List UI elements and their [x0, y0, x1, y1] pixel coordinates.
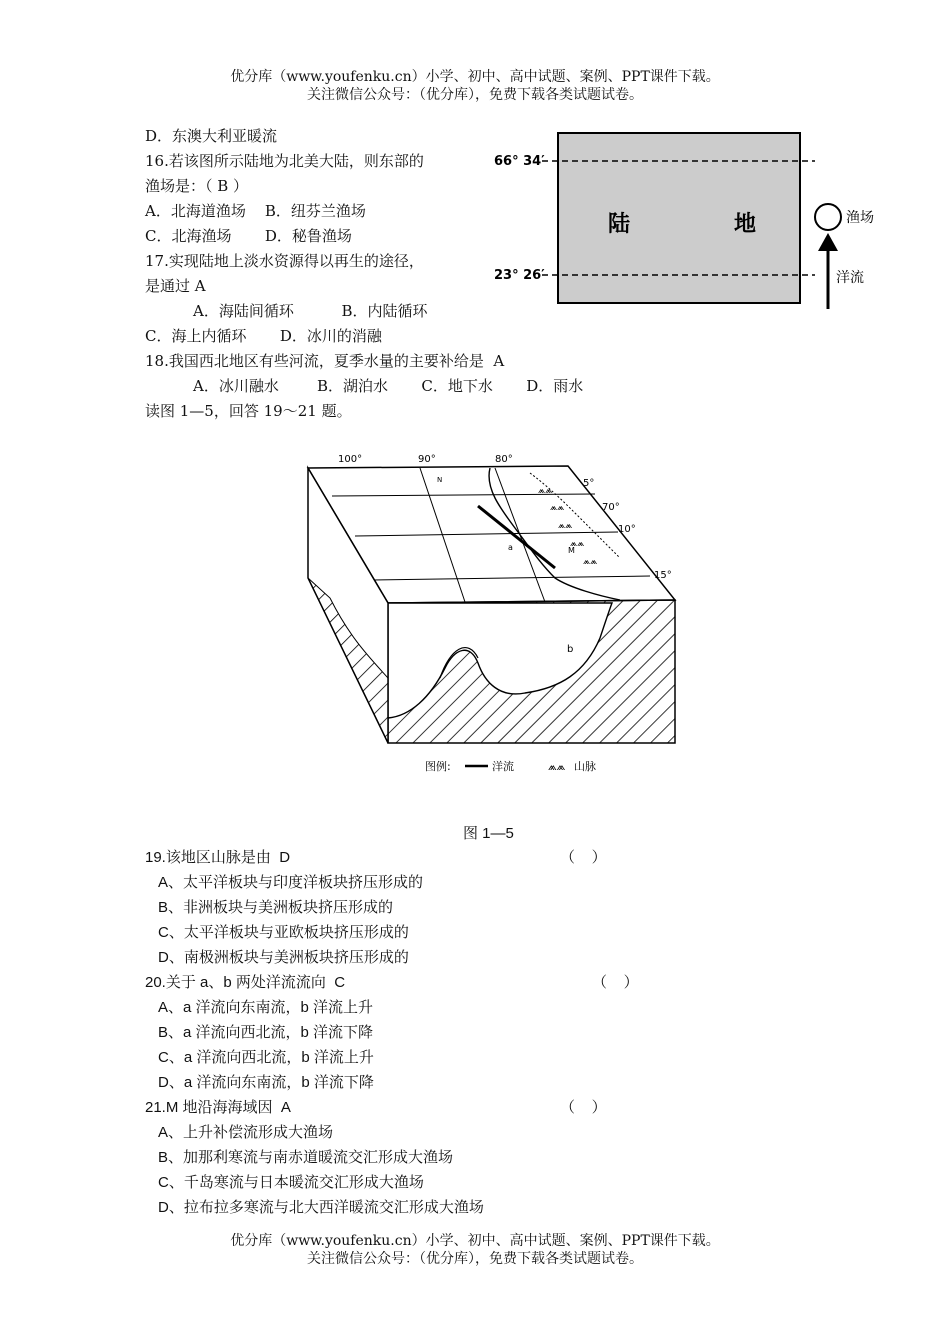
lat-top-label: 66° 34′	[494, 154, 545, 169]
q16-stem: 16.若该图所示陆地为北美大陆，则东部的	[145, 152, 424, 170]
legend-current-label: 洋流	[492, 760, 514, 773]
q16-options-ab: A．北海道渔场 B．纽芬兰渔场	[145, 202, 366, 220]
q20-option-c: C、a 洋流向西北流，b 洋流上升	[158, 1049, 374, 1066]
q20-answer-paren: （ ）	[592, 974, 639, 991]
q19-answer-paren: （ ）	[560, 849, 607, 866]
q17-options-ab: A．海陆间循环 B．内陆循环	[193, 302, 428, 320]
land-label-1: 陆	[608, 212, 631, 237]
q16-options-cd: C．北海渔场 D．秘鲁渔场	[145, 227, 352, 245]
lon-80: 80°	[495, 454, 513, 465]
legend-mountain-label: 山脉	[574, 760, 596, 773]
q19-option-b: B、非洲板块与美洲板块挤压形成的	[158, 899, 394, 916]
lat-bottom-label: 23° 26′	[494, 268, 545, 283]
q20-option-b: B、a 洋流向西北流，b 洋流下降	[158, 1024, 374, 1041]
q21-option-b: B、加那利寒流与南赤道暖流交汇形成大渔场	[158, 1149, 454, 1166]
current-arrow-head-icon	[818, 233, 838, 251]
q20-stem: 20.关于 a、b 两处洋流流向 C	[145, 974, 346, 991]
current-label: 洋流	[836, 270, 864, 286]
fishery-label: 渔场	[846, 210, 874, 226]
q19-option-d: D、南极洲板块与美洲板块挤压形成的	[158, 949, 409, 966]
land-label-2: 地	[734, 212, 757, 237]
legend-title: 图例:	[425, 760, 451, 773]
mountain-symbols-icon: ⩕⩕	[538, 486, 553, 496]
q21-option-d: D、拉布拉多寒流与北大西洋暖流交汇形成大渔场	[158, 1199, 484, 1216]
lon-100: 100°	[338, 454, 363, 465]
fishery-circle-icon	[815, 204, 841, 230]
q21-answer-paren: （ ）	[560, 1099, 607, 1116]
lat-5: 5°	[583, 478, 595, 489]
svg-text:⩕⩕: ⩕⩕	[570, 539, 585, 549]
lat-15: 15°	[654, 570, 672, 581]
svg-text:⩕⩕: ⩕⩕	[583, 557, 598, 567]
lon-70: 70°	[602, 502, 620, 513]
svg-text:⩕⩕: ⩕⩕	[558, 521, 573, 531]
figure-caption: 图 1—5	[463, 825, 514, 842]
q19-stem: 19.该地区山脉是由 D	[145, 849, 291, 866]
header-line-2: 关注微信公众号：（优分库），免费下载各类试题试卷。	[307, 87, 643, 103]
figure-instruction: 读图 1—5，回答 19～21 题。	[145, 402, 352, 420]
q18-stem: 18.我国西北地区有些河流，夏季水量的主要补给是 A	[145, 352, 505, 370]
marker-a: a	[508, 543, 513, 552]
q21-option-c: C、千岛寒流与日本暖流交汇形成大渔场	[158, 1174, 424, 1191]
block-diagram-figure	[300, 448, 690, 783]
q17-stem-cont: 是通过 A	[145, 277, 206, 295]
q15-option-d: D．东澳大利亚暖流	[145, 127, 278, 145]
lat-10: 10°	[618, 524, 636, 535]
q19-option-a: A、太平洋板块与印度洋板块挤压形成的	[158, 874, 424, 891]
q21-option-a: A、上升补偿流形成大渔场	[158, 1124, 334, 1141]
footer-line-1: 优分库（www.youfenku.cn）小学、初中、高中试题、案例、PPT课件下载。	[230, 1233, 720, 1249]
land-fishery-diagram	[490, 125, 890, 325]
land-rectangle	[558, 133, 800, 303]
north-symbol: N	[437, 476, 443, 484]
q16-stem-cont: 渔场是：（ B ）	[145, 177, 249, 195]
q20-option-d: D、a 洋流向东南流，b 洋流下降	[158, 1074, 374, 1091]
q17-stem: 17.实现陆地上淡水资源得以再生的途径，	[145, 252, 424, 270]
svg-text:⩕⩕: ⩕⩕	[550, 503, 565, 513]
header-line-1: 优分库（www.youfenku.cn）小学、初中、高中试题、案例、PPT课件下载。	[230, 69, 720, 85]
marker-m: M	[568, 546, 575, 555]
legend-mountain-icon: ⩕⩕	[548, 760, 566, 773]
q17-options-cd: C．海上内循环 D．冰川的消融	[145, 327, 382, 345]
q20-option-a: A、a 洋流向东南流，b 洋流上升	[158, 999, 374, 1016]
lon-90: 90°	[418, 454, 436, 465]
footer-line-2: 关注微信公众号：（优分库），免费下载各类试题试卷。	[307, 1251, 643, 1267]
q18-options: A．冰川融水 B．湖泊水 C．地下水 D．雨水	[193, 377, 584, 395]
marker-b: b	[567, 644, 574, 655]
q21-stem: 21.M 地沿海海域因 A	[145, 1099, 291, 1116]
q19-option-c: C、太平洋板块与亚欧板块挤压形成的	[158, 924, 409, 941]
